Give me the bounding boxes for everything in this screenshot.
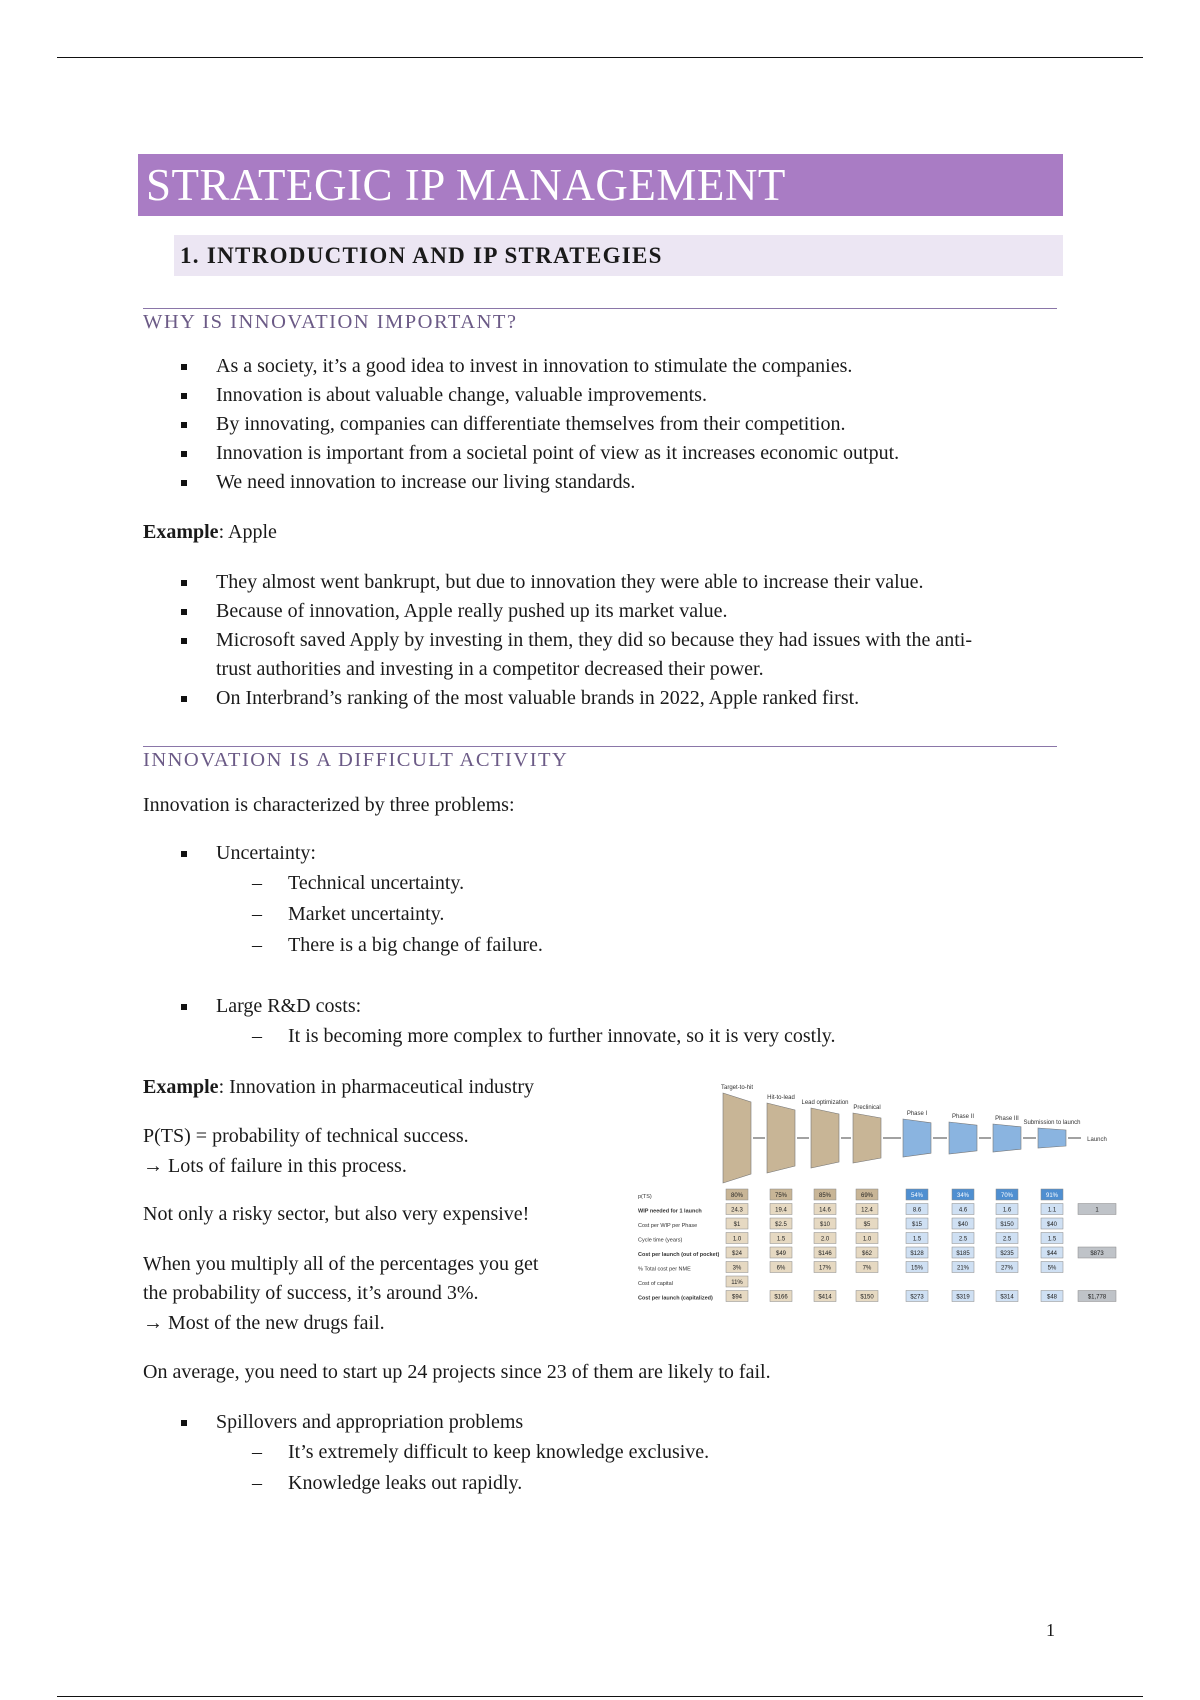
table-cell-value: 34% — [956, 1193, 970, 1199]
multiply-note-line2: the probability of success, it’s around 3%. — [143, 1282, 479, 1304]
table-cell-value: $873 — [1090, 1251, 1104, 1257]
list-item: – There is a big change of failure. — [252, 934, 543, 956]
table-cell-value: 85% — [818, 1193, 832, 1199]
table-cell-value: $314 — [1000, 1294, 1014, 1301]
table-cell-value: 75% — [774, 1193, 788, 1199]
stage-shape — [1038, 1128, 1066, 1148]
table-cell-value: $62 — [861, 1251, 873, 1257]
table-cell-value: 1 — [1095, 1207, 1099, 1214]
table-cell-value: 1.0 — [732, 1236, 742, 1243]
table-cell-value: $10 — [819, 1222, 831, 1228]
stage-shape — [811, 1108, 839, 1168]
why-innovation-list — [180, 352, 899, 497]
table-cell-value: 27% — [1000, 1265, 1014, 1272]
table-cell-value: 6% — [776, 1265, 786, 1272]
stage-label: Submission to launch — [1023, 1120, 1081, 1126]
table-cell-value: $185 — [956, 1251, 970, 1257]
stage-label: Hit-to-lead — [767, 1095, 795, 1101]
table-cell-value: $1,778 — [1087, 1294, 1107, 1301]
chapter-heading: 1. INTRODUCTION AND IP STRATEGIES — [174, 235, 1063, 276]
list-item: – It is becoming more complex to further innovate, so it is very costly. — [252, 1025, 836, 1047]
example-label: Example — [143, 521, 219, 543]
table-cell-value: 24.3 — [731, 1207, 743, 1214]
risky-note: Not only a risky sector, but also very expensive! — [143, 1203, 530, 1225]
bullet-square-icon — [181, 638, 187, 644]
table-cell-value: $48 — [1046, 1294, 1058, 1301]
example-label: Example — [143, 1076, 219, 1098]
example-apple-line — [143, 518, 277, 546]
table-cell-value: 19.4 — [775, 1207, 787, 1214]
table-cell-value: $44 — [1046, 1251, 1058, 1257]
stage-label: Lead optimization — [801, 1100, 849, 1106]
bullet-square-icon — [181, 393, 187, 399]
list-item: Innovation is important from a societal point of view as it increases economic output. — [180, 439, 899, 468]
list-item: On Interbrand’s ranking of the most valuable brands in 2022, Apple ranked first. — [180, 684, 972, 713]
table-cell-value: 7% — [862, 1265, 872, 1272]
page-number: 1 — [1046, 1620, 1055, 1640]
table-cell-value: 2.5 — [958, 1236, 968, 1243]
stage-shape — [903, 1119, 931, 1157]
table-cell-value: 1.5 — [912, 1236, 922, 1243]
table-cell-value: $319 — [956, 1294, 970, 1301]
row-label: Cost per WIP per Phase — [638, 1223, 698, 1229]
list-item: – Market uncertainty. — [252, 903, 445, 925]
table-cell-value: 80% — [730, 1193, 744, 1199]
uncertainty-sublist — [252, 868, 543, 961]
list-item: – Knowledge leaks out rapidly. — [252, 1472, 523, 1494]
row-label: p(TS) — [638, 1194, 652, 1200]
list-item: We need innovation to increase our living standards. — [180, 468, 899, 497]
table-cell-value: 14.6 — [819, 1207, 831, 1214]
rd-costs-sublist — [252, 1021, 835, 1052]
document-title-banner: STRATEGIC IP MANAGEMENT — [138, 154, 1063, 216]
table-cell-value: 70% — [1000, 1193, 1014, 1199]
stage-label: Phase I — [906, 1111, 928, 1117]
list-item: – It’s extremely difficult to keep knowledge exclusive. — [252, 1441, 710, 1463]
bottom-rule — [57, 1696, 1143, 1697]
list-item: Microsoft saved Apply by investing in them, they did so because they had issues with the anti- trust authorities and investing in a competitor decreased their power. — [180, 626, 972, 684]
row-label: WIP needed for 1 launch — [638, 1208, 702, 1215]
pharma-example-line — [143, 1073, 534, 1101]
rd-costs-list — [180, 992, 835, 1052]
drug-pipeline-figure — [636, 1072, 1136, 1336]
table-cell-value: 1.6 — [1002, 1207, 1012, 1214]
table-cell-value: $150 — [860, 1294, 874, 1301]
table-cell-value: 69% — [860, 1193, 874, 1199]
table-cell-value: 54% — [910, 1193, 924, 1199]
table-cell-value: $49 — [775, 1251, 787, 1257]
stage-label: Preclinical — [853, 1105, 881, 1111]
list-item: By innovating, companies can differentiate themselves from their competition. — [180, 410, 899, 439]
stage-label: Phase II — [951, 1114, 975, 1120]
spillovers-list — [180, 1408, 709, 1499]
table-cell-value: 11% — [731, 1280, 743, 1286]
row-label: % Total cost per NME — [638, 1266, 691, 1273]
row-label: Cycle time (years) — [638, 1237, 683, 1244]
stage-shape — [853, 1113, 881, 1163]
example-text: : Apple — [218, 521, 277, 543]
multiply-note-line1: When you multiply all of the percentages you get — [143, 1253, 539, 1275]
table-cell-value: $166 — [774, 1294, 788, 1301]
list-item: Large R&D costs: – It is becoming more complex to further innovate, so it is very costly. — [180, 992, 835, 1052]
table-cell-value: $15 — [911, 1222, 923, 1228]
list-item: They almost went bankrupt, but due to innovation they were able to increase their value. — [180, 568, 972, 597]
table-cell-value: 1.1 — [1047, 1207, 1057, 1214]
table-cell-value: $94 — [731, 1294, 743, 1301]
table-cell-value: 12.4 — [861, 1207, 873, 1214]
table-cell-value: $150 — [1000, 1222, 1014, 1228]
spillovers-sublist — [252, 1437, 709, 1499]
problems-intro: Innovation is characterized by three problems: — [143, 794, 515, 816]
table-cell-value: $24 — [731, 1251, 743, 1257]
stage-label: Target-to-hit — [720, 1085, 754, 1091]
bullet-square-icon — [181, 696, 187, 702]
table-cell-value: $2.5 — [775, 1222, 787, 1228]
bullet-square-icon — [181, 480, 187, 486]
table-cell-value: 8.6 — [912, 1207, 922, 1214]
table-cell-value: 3% — [732, 1265, 742, 1272]
stage-shape — [949, 1122, 977, 1154]
bullet-square-icon — [181, 1004, 187, 1010]
table-cell-value: 1.0 — [862, 1236, 872, 1243]
table-cell-value: $235 — [1000, 1251, 1014, 1257]
table-cell-value: $273 — [910, 1294, 924, 1301]
top-rule — [57, 57, 1143, 58]
list-item: Uncertainty: – Technical uncertainty. – Market uncertainty. – There is a big change of failure. — [180, 839, 543, 961]
list-item: Innovation is about valuable change, valuable improvements. — [180, 381, 899, 410]
stage-label: Phase III — [995, 1116, 1019, 1122]
table-cell-value: 1.5 — [776, 1236, 786, 1243]
stage-label: Launch — [1087, 1137, 1107, 1143]
table-cell-value: 2.0 — [820, 1236, 830, 1243]
table-cell-value: 4.6 — [958, 1207, 968, 1214]
table-cell-value: 1.5 — [1047, 1236, 1057, 1243]
row-label: Cost of capital — [638, 1281, 673, 1287]
bullet-square-icon — [181, 451, 187, 457]
pts-definition: P(TS) = probability of technical success. — [143, 1125, 469, 1147]
bullet-square-icon — [181, 580, 187, 586]
table-cell-value: $1 — [733, 1222, 741, 1228]
row-label: Cost per launch (out of pocket) — [638, 1252, 720, 1258]
bullet-square-icon — [181, 422, 187, 428]
bullet-square-icon — [181, 851, 187, 857]
list-item: As a society, it’s a good idea to invest in innovation to stimulate the companies. — [180, 352, 899, 381]
list-item: Because of innovation, Apple really pushed up its market value. — [180, 597, 972, 626]
table-cell-value: 2.5 — [1002, 1236, 1012, 1243]
table-cell-value: 21% — [956, 1265, 970, 1272]
table-cell-value: $40 — [1046, 1222, 1058, 1228]
failure-note: → Lots of failure in this process. — [143, 1155, 407, 1177]
section-heading-why-innovation: WHY IS INNOVATION IMPORTANT? — [143, 308, 1057, 334]
table-cell-value: $146 — [818, 1251, 832, 1257]
table-cell-value: $40 — [957, 1222, 969, 1228]
apple-example-list — [180, 568, 972, 713]
drugs-fail-note: → Most of the new drugs fail. — [143, 1312, 385, 1334]
list-item: – Technical uncertainty. — [252, 872, 465, 894]
uncertainty-list — [180, 839, 543, 961]
bullet-square-icon — [181, 1420, 187, 1426]
table-cell-value: $414 — [818, 1294, 832, 1301]
table-cell-value: 17% — [818, 1265, 832, 1272]
row-label: Cost per launch (capitalized) — [638, 1295, 713, 1302]
table-cell-value: $5 — [863, 1222, 871, 1228]
bullet-square-icon — [181, 364, 187, 370]
bullet-square-icon — [181, 609, 187, 615]
stage-shape — [723, 1093, 751, 1183]
section-heading-difficult-activity: INNOVATION IS A DIFFICULT ACTIVITY — [143, 746, 1057, 772]
list-item: Spillovers and appropriation problems – It’s extremely difficult to keep knowledge exclusive. – Knowledge leaks out rapidly. — [180, 1408, 709, 1499]
example-text: : Innovation in pharmaceutical industry — [218, 1076, 535, 1098]
table-cell-value: 5% — [1047, 1265, 1057, 1272]
stage-shape — [767, 1103, 795, 1173]
average-projects-note: On average, you need to start up 24 projects since 23 of them are likely to fail. — [143, 1361, 771, 1383]
table-cell-value: $128 — [910, 1251, 924, 1257]
table-cell-value: 15% — [910, 1265, 924, 1272]
stage-shape — [993, 1124, 1021, 1152]
table-cell-value: 91% — [1045, 1193, 1059, 1199]
